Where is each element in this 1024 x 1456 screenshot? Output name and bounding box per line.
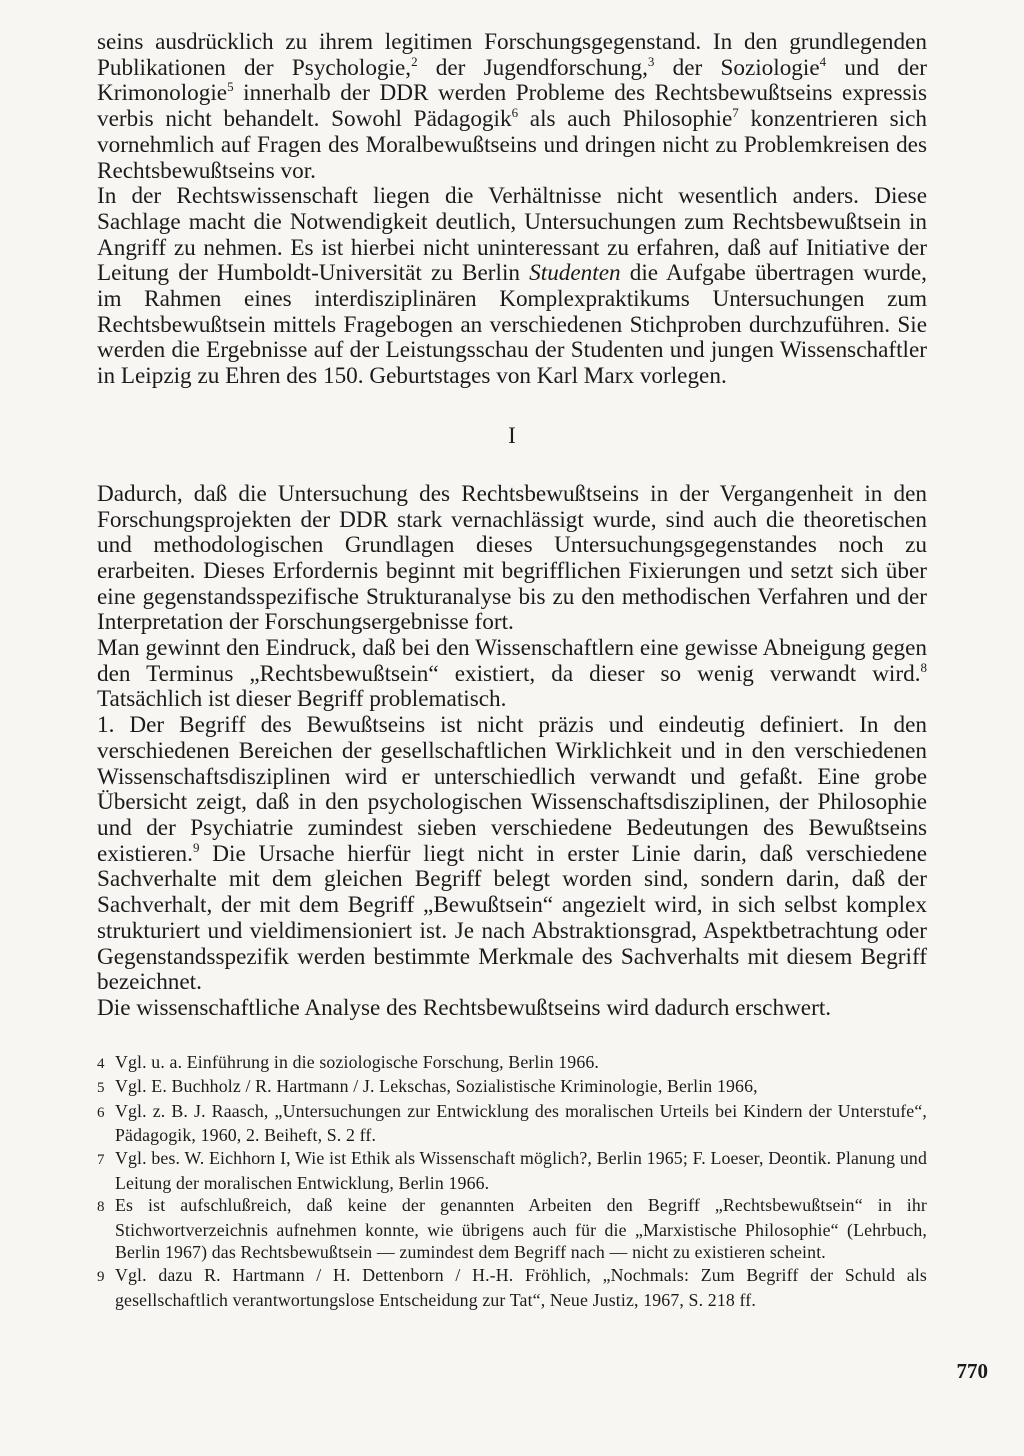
footnote-number: 6 xyxy=(97,1104,105,1121)
page-body xyxy=(97,30,927,1311)
footnote-reference: 6 xyxy=(511,105,519,121)
section-heading: I xyxy=(508,422,516,448)
footnote-text: Vgl. E. Buchholz / R. Hartmann / J. Lekschas, Sozialistische Kriminologie, Berlin 1966, xyxy=(115,1076,758,1097)
footnote-number: 7 xyxy=(97,1151,105,1168)
footnote xyxy=(97,1194,927,1264)
footnote-number: 8 xyxy=(97,1199,105,1216)
text-run: In der Rechtswissenschaft liegen die Verhältnisse nicht wesentlich anders. Diese Sachlage macht die Notwendigkeit deutlich, Untersuchungen zum Rechtsbewußtsein in Angriff zu nehmen. Es ist hierbei nicht uninteressant zu erfahren, daß auf Initiative der Leitung der Humboldt-Universität zu Berlin xyxy=(97,183,927,287)
footnote-reference: 7 xyxy=(732,105,739,121)
text-run: Die Ursache hierfür liegt nicht in erster Linie darin, daß verschiedene Sachverhalte mit dem gleichen Begriff belegt worden sind, sondern darin, daß der Sachverhalt, der mit dem Begriff „Bewußtsein“ angezielt wird, in sich selbst komplex strukturiert und vieldimensioniert ist. Je nach Abstraktionsgrad, Aspektbetrachtung oder Gegenstandsspezifik werden bestimmte Merkmale des Sachverhalts mit diesem Begriff bezeichnet. xyxy=(97,840,927,996)
footnote-reference: 2 xyxy=(411,53,418,69)
text-run: der Soziologie xyxy=(654,54,820,81)
paragraph xyxy=(97,713,927,996)
text-run: Dadurch, daß die Untersuchung des Rechtsbewußtseins in der Vergangenheit in den Forschungsprojekten der DDR stark vernachlässigt wurde, sind auch die theoretischen und methodologischen Grundlagen dieses Untersuchungsgegenstandes noch zu erarbeiten. Dieses Erfordernis beginnt mit begrifflichen Fixierungen und setzt sich über eine gegenstandsspezifische Strukturanalyse bis zu den methodischen Verfahren und der Interpretation der Forschungsergebnisse fort. xyxy=(97,480,927,636)
footnotes xyxy=(97,1051,927,1312)
paragraph xyxy=(97,636,927,713)
text-run: Die wissenschaftliche Analyse des Rechtsbewußtseins wird dadurch erschwert. xyxy=(97,994,832,1021)
footnote xyxy=(97,1264,927,1311)
footnote-text: Vgl. dazu R. Hartmann / H. Dettenborn / H.-H. Fröhlich, „Nochmals: Zum Begriff der Schuld als gesellschaftlich verantwortungslose Entscheidung zur Tat“, Neue Justiz, 1967, S. 218 ff. xyxy=(115,1264,927,1310)
footnote-number: 9 xyxy=(97,1268,105,1285)
text-run: und der Krimonologie xyxy=(97,54,928,107)
body-text-bottom xyxy=(97,482,927,1022)
footnote xyxy=(97,1147,927,1194)
paragraph xyxy=(97,996,927,1022)
footnote-text: Vgl. u. a. Einführung in die soziologische Forschung, Berlin 1966. xyxy=(115,1051,600,1072)
emphasized-text: Studenten xyxy=(529,260,621,287)
footnote-text: Vgl. bes. W. Eichhorn I, Wie ist Ethik als Wissenschaft möglich?, Berlin 1965; F. Loeser, Deontik. Planung und Leitung der moralischen Entwicklung, Berlin 1966. xyxy=(115,1147,927,1193)
footnote-reference: 4 xyxy=(819,53,827,69)
paragraph xyxy=(97,482,927,636)
body-text-top xyxy=(97,30,927,390)
text-run: die Aufgabe übertragen wurde, im Rahmen eines interdisziplinären Komplexpraktikums Untersuchungen zum Rechtsbewußtsein mittels Fragebogen an verschiedenen Stichproben durchzuführen. Sie werden die Ergebnisse auf der Leistungsschau der Studenten und jungen Wissenschaftler in Leipzig zu Ehren des 150. Geburtstages von Karl Marx vorlegen. xyxy=(97,260,927,390)
footnote-reference: 3 xyxy=(647,53,655,69)
footnote-text: Es ist aufschlußreich, daß keine der genannten Arbeiten den Begriff „Rechtsbewußtsein“ in ihr Stichwortverzeichnis aufnehmen konnte, wie übrigens auch für die „Marxistische Philosophie“ (Lehrbuch, Berlin 1967) das Rechtsbewußtsein — zumindest dem Begriff nach — nicht zu existieren scheint. xyxy=(115,1195,927,1263)
text-run: der Jugendforschung, xyxy=(417,54,648,81)
footnote xyxy=(97,1100,927,1147)
footnote-reference: 8 xyxy=(920,659,927,675)
page-number: 770 xyxy=(956,1359,988,1383)
footnote xyxy=(97,1075,927,1100)
text-run: innerhalb der DDR werden Probleme des Rechtsbewußtseins expressis verbis nicht behandelt. Sowohl Pädagogik xyxy=(97,80,927,133)
text-run: seins ausdrücklich zu ihrem legitimen Forschungsgegenstand. In den grundlegenden Publikationen der Psychologie, xyxy=(97,29,927,81)
text-run: 1. Der Begriff des Bewußtseins ist nicht präzis und eindeutig definiert. In den verschiedenen Bereichen der gesellschaftlichen Wirklichkeit und in den verschiedenen Wissenschaftsdisziplinen wird er unterschiedlich verwandt und gefaßt. Eine grobe Übersicht zeigt, daß in den psychologischen Wissenschaftsdisziplinen, der Philosophie und der Psychiatrie zumindest sieben verschiedene Bedeutungen des Bewußtseins existieren. xyxy=(97,712,927,867)
paragraph xyxy=(97,184,927,390)
text-run: Tatsächlich ist dieser Begriff problematisch. xyxy=(97,686,507,713)
footnote-text: Vgl. z. B. J. Raasch, „Untersuchungen zur Entwicklung des moralischen Urteils bei Kindern der Unterstufe“, Pädagogik, 1960, 2. Beiheft, S. 2 ff. xyxy=(115,1100,927,1146)
footnote-reference: 5 xyxy=(227,79,234,95)
footnote-number: 5 xyxy=(97,1080,105,1097)
footnote xyxy=(97,1051,927,1076)
text-run: als auch Philosophie xyxy=(518,106,733,133)
footnote-reference: 9 xyxy=(192,839,200,855)
text-run: Man gewinnt den Eindruck, daß bei den Wissenschaftlern eine gewisse Abneigung gegen den Terminus „Rechtsbewußtsein“ existiert, da dieser so wenig verwandt wird. xyxy=(97,635,927,687)
footnote-number: 4 xyxy=(97,1055,105,1072)
paragraph xyxy=(97,30,927,184)
text-run: konzentrieren sich vornehmlich auf Fragen des Moralbewußtseins und dringen nicht zu Problemkreisen des Rechtsbewußtseins vor. xyxy=(97,106,927,184)
